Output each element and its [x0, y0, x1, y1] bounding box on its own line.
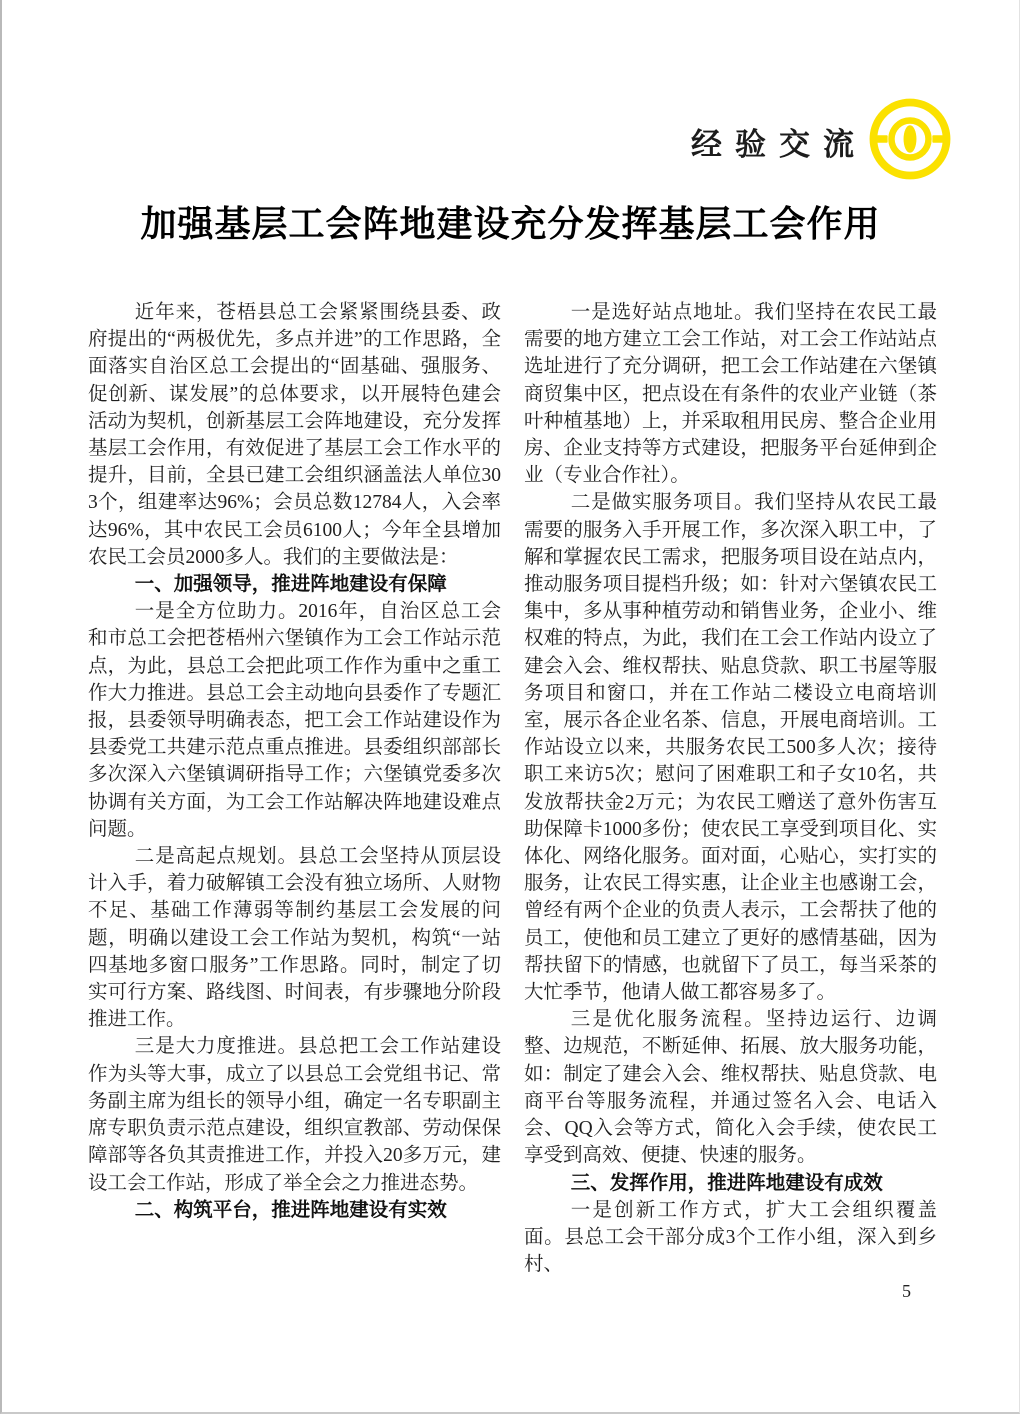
paragraph: 二是做实服务项目。我们坚持从农民工最需要的服务入手开展工作，多次深入职工中，了解和掌握农民工需求，把服务项目设在站点内，推动服务项目提档升级；如：针对六堡镇农民工集中，多从事种植劳动和销售业务，企业小、维权难的特点，为此，我们在工会工作站内设立了建会入会、维权帮扶、贴息贷款、职工书屋等服务项目和窗口，并在工作站二楼设立电商培训室，展示各企业名茶、信息，开展电商培训。工作站设立以来，共服务农民工500多人次；接待职工来访5次；慰问了困难职工和子女10名，共发放帮扶金2万元；为农民工赠送了意外伤害互助保障卡1000多份；使农民工享受到项目化、实体化、网络化服务。面对面，心贴心，实打实的服务，让农民工得实惠，让企业主也感谢工会，曾经有两个企业的负责人表示，工会帮扶了他的员工，使他和员工建立了更好的感情基础，因为帮扶留下的情感，也就留下了员工，每当采茶的大忙季节，他请人做工都容易多了。 [524, 492, 937, 1004]
section-heading: 二、构筑平台，推进阵地建设有实效 [134, 1198, 447, 1221]
paragraph: 三是优化服务流程。坚持边运行、边调整、边规范，不断延伸、拓展、放大服务功能，如：制定了建会入会、维权帮扶、贴息贷款、电商平台等服务流程，并通过签名入会、电话入会、QQ入会等方式，简化入会手续，使农民工享受到高效、便捷、快速的服务。 [524, 1009, 937, 1167]
section-label: 经验交流 [691, 126, 867, 162]
page-title: 加强基层工会阵地建设充分发挥基层工会作用 [140, 204, 881, 244]
paragraph: 一是选好站点地址。我们坚持在农民工最需要的地方建立工会工作站，对工会工作站站点选址进行了充分调研，把工会工作站建在六堡镇商贸集中区，把点设在有条件的农业产业链（茶叶种植基地）上，并采取租用民房、整合企业用房、企业支持等方式建设，把服务平台延伸到企业（专业合作社）。 [524, 302, 937, 487]
section-heading: 一、加强领导，推进阵地建设有保障 [134, 573, 447, 596]
article-body [88, 299, 937, 1278]
paragraph: 一是创新工作方式，扩大工会组织覆盖面。县总工会干部分成3个工作小组，深入到乡村、 [524, 1199, 937, 1276]
section-heading: 三、发挥作用，推进阵地建设有成效 [570, 1171, 883, 1194]
paragraph: 一是全方位助力。2016年，自治区总工会和市总工会把苍梧州六堡镇作为工会工作站示范点，为此，县总工会把此项工作作为重中之重工作大力推进。县总工会主动地向县委作了专题汇报，县委领导明确表态，把工会工作站建设作为县委党工共建示范点重点推进。县委组织部部长多次深入六堡镇调研指导工作；六堡镇党委多次协调有关方面，为工会工作站解决阵地建设难点问题。 [88, 601, 501, 840]
right-column [524, 299, 937, 1278]
paragraph: 三是大力度推进。县总把工会工作站建设作为头等大事，成立了以县总工会党组书记、常务副主席为组长的领导小组，确定一名专职副主席专职负责示范点建设，组织宣教部、劳动保保障部等各负其责推进工作，并投入20多万元，建设工会工作站，形成了举全会之力推进态势。 [88, 1036, 501, 1194]
left-column [88, 299, 501, 1278]
trade-union-emblem-icon [867, 96, 953, 182]
masthead [691, 96, 953, 182]
paragraph: 近年来，苍梧县总工会紧紧围绕县委、政府提出的“两极优先，多点并进”的工作思路，全面落实自治区总工会提出的“固基础、强服务、促创新、谋发展”的总体要求，以开展特色建会活动为契机，创新基层工会阵地建设，充分发挥基层工会作用，有效促进了基层工会工作水平的提升，目前，全县已建工会组织涵盖法人单位303个，组建率达96%；会员总数12784人，入会率达96%，其中农民工会员6100人；今年全县增加农民工会员2000多人。我们的主要做法是： [88, 302, 501, 568]
paragraph: 二是高起点规划。县总工会坚持从顶层设计入手，着力破解镇工会没有独立场所、人财物不足、基础工作薄弱等制约基层工会发展的问题，明确以建设工会工作站为契机，构筑“一站四基地多窗口服务”工作思路。同时，制定了切实可行方案、路线图、时间表，有步骤地分阶段推进工作。 [88, 846, 501, 1031]
page-number: 5 [902, 1281, 911, 1301]
